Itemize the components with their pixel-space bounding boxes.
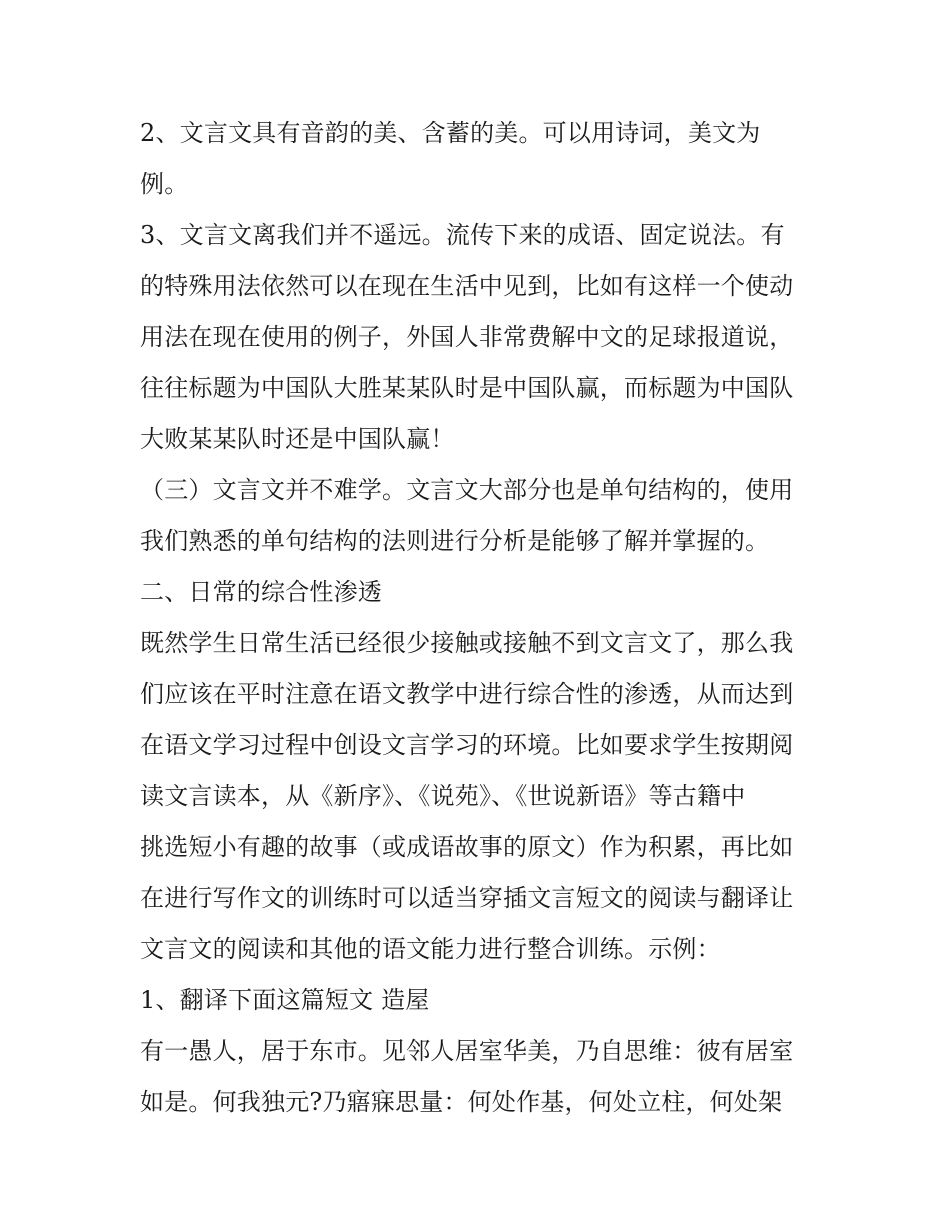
body-text xyxy=(140,108,820,1128)
text-line-1: 2、文言文具有音韵的美、含蓄的美。可以用诗词，美文为 xyxy=(140,119,761,147)
text-line-9: 我们熟悉的单句结构的法则进行分析是能够了解并掌握的。 xyxy=(140,527,770,555)
text-line-5: 用法在现在使用的例子，外国人非常费解中文的足球报道说， xyxy=(140,323,794,351)
exercise-heading: 1、翻译下面这篇短文 造屋 xyxy=(140,986,430,1014)
text-line-20: 如是。何我独元?乃寤寐思量：何处作基，何处立柱，何处架 xyxy=(140,1088,783,1116)
text-line-15: 挑选短小有趣的故事（或成语故事的原文）作为积累，再比如 xyxy=(140,833,794,861)
text-line-3: 3、文言文离我们并不遥远。流传下来的成语、固定说法。有 xyxy=(140,221,785,249)
text-line-8: （三）文言文并不难学。文言文大部分也是单句结构的，使用 xyxy=(140,476,794,504)
text-line-11: 既然学生日常生活已经很少接触或接触不到文言文了，那么我 xyxy=(140,629,794,657)
text-line-7: 大败某某队时还是中国队赢！ xyxy=(140,425,455,453)
text-line-4: 的特殊用法依然可以在现在生活中见到，比如有这样一个使动 xyxy=(140,272,794,300)
text-line-19: 有一愚人，居于东市。见邻人居室华美，乃自思维：彼有居室 xyxy=(140,1037,794,1065)
section-heading: 二、日常的综合性渗透 xyxy=(140,578,382,606)
text-line-2: 例。 xyxy=(140,170,189,198)
text-line-6: 往往标题为中国队大胜某某队时是中国队赢，而标题为中国队 xyxy=(140,374,794,402)
text-line-12: 们应该在平时注意在语文教学中进行综合性的渗透，从而达到 xyxy=(140,680,794,708)
text-line-17: 文言文的阅读和其他的语文能力进行整合训练。示例： xyxy=(140,935,721,963)
text-line-13: 在语文学习过程中创设文言学习的环境。比如要求学生按期阅 xyxy=(140,731,794,759)
text-line-16: 在进行写作文的训练时可以适当穿插文言短文的阅读与翻译让 xyxy=(140,884,794,912)
text-line-14: 读文言读本，从《新序》、《说苑》、《世说新语》等古籍中 xyxy=(140,782,746,810)
